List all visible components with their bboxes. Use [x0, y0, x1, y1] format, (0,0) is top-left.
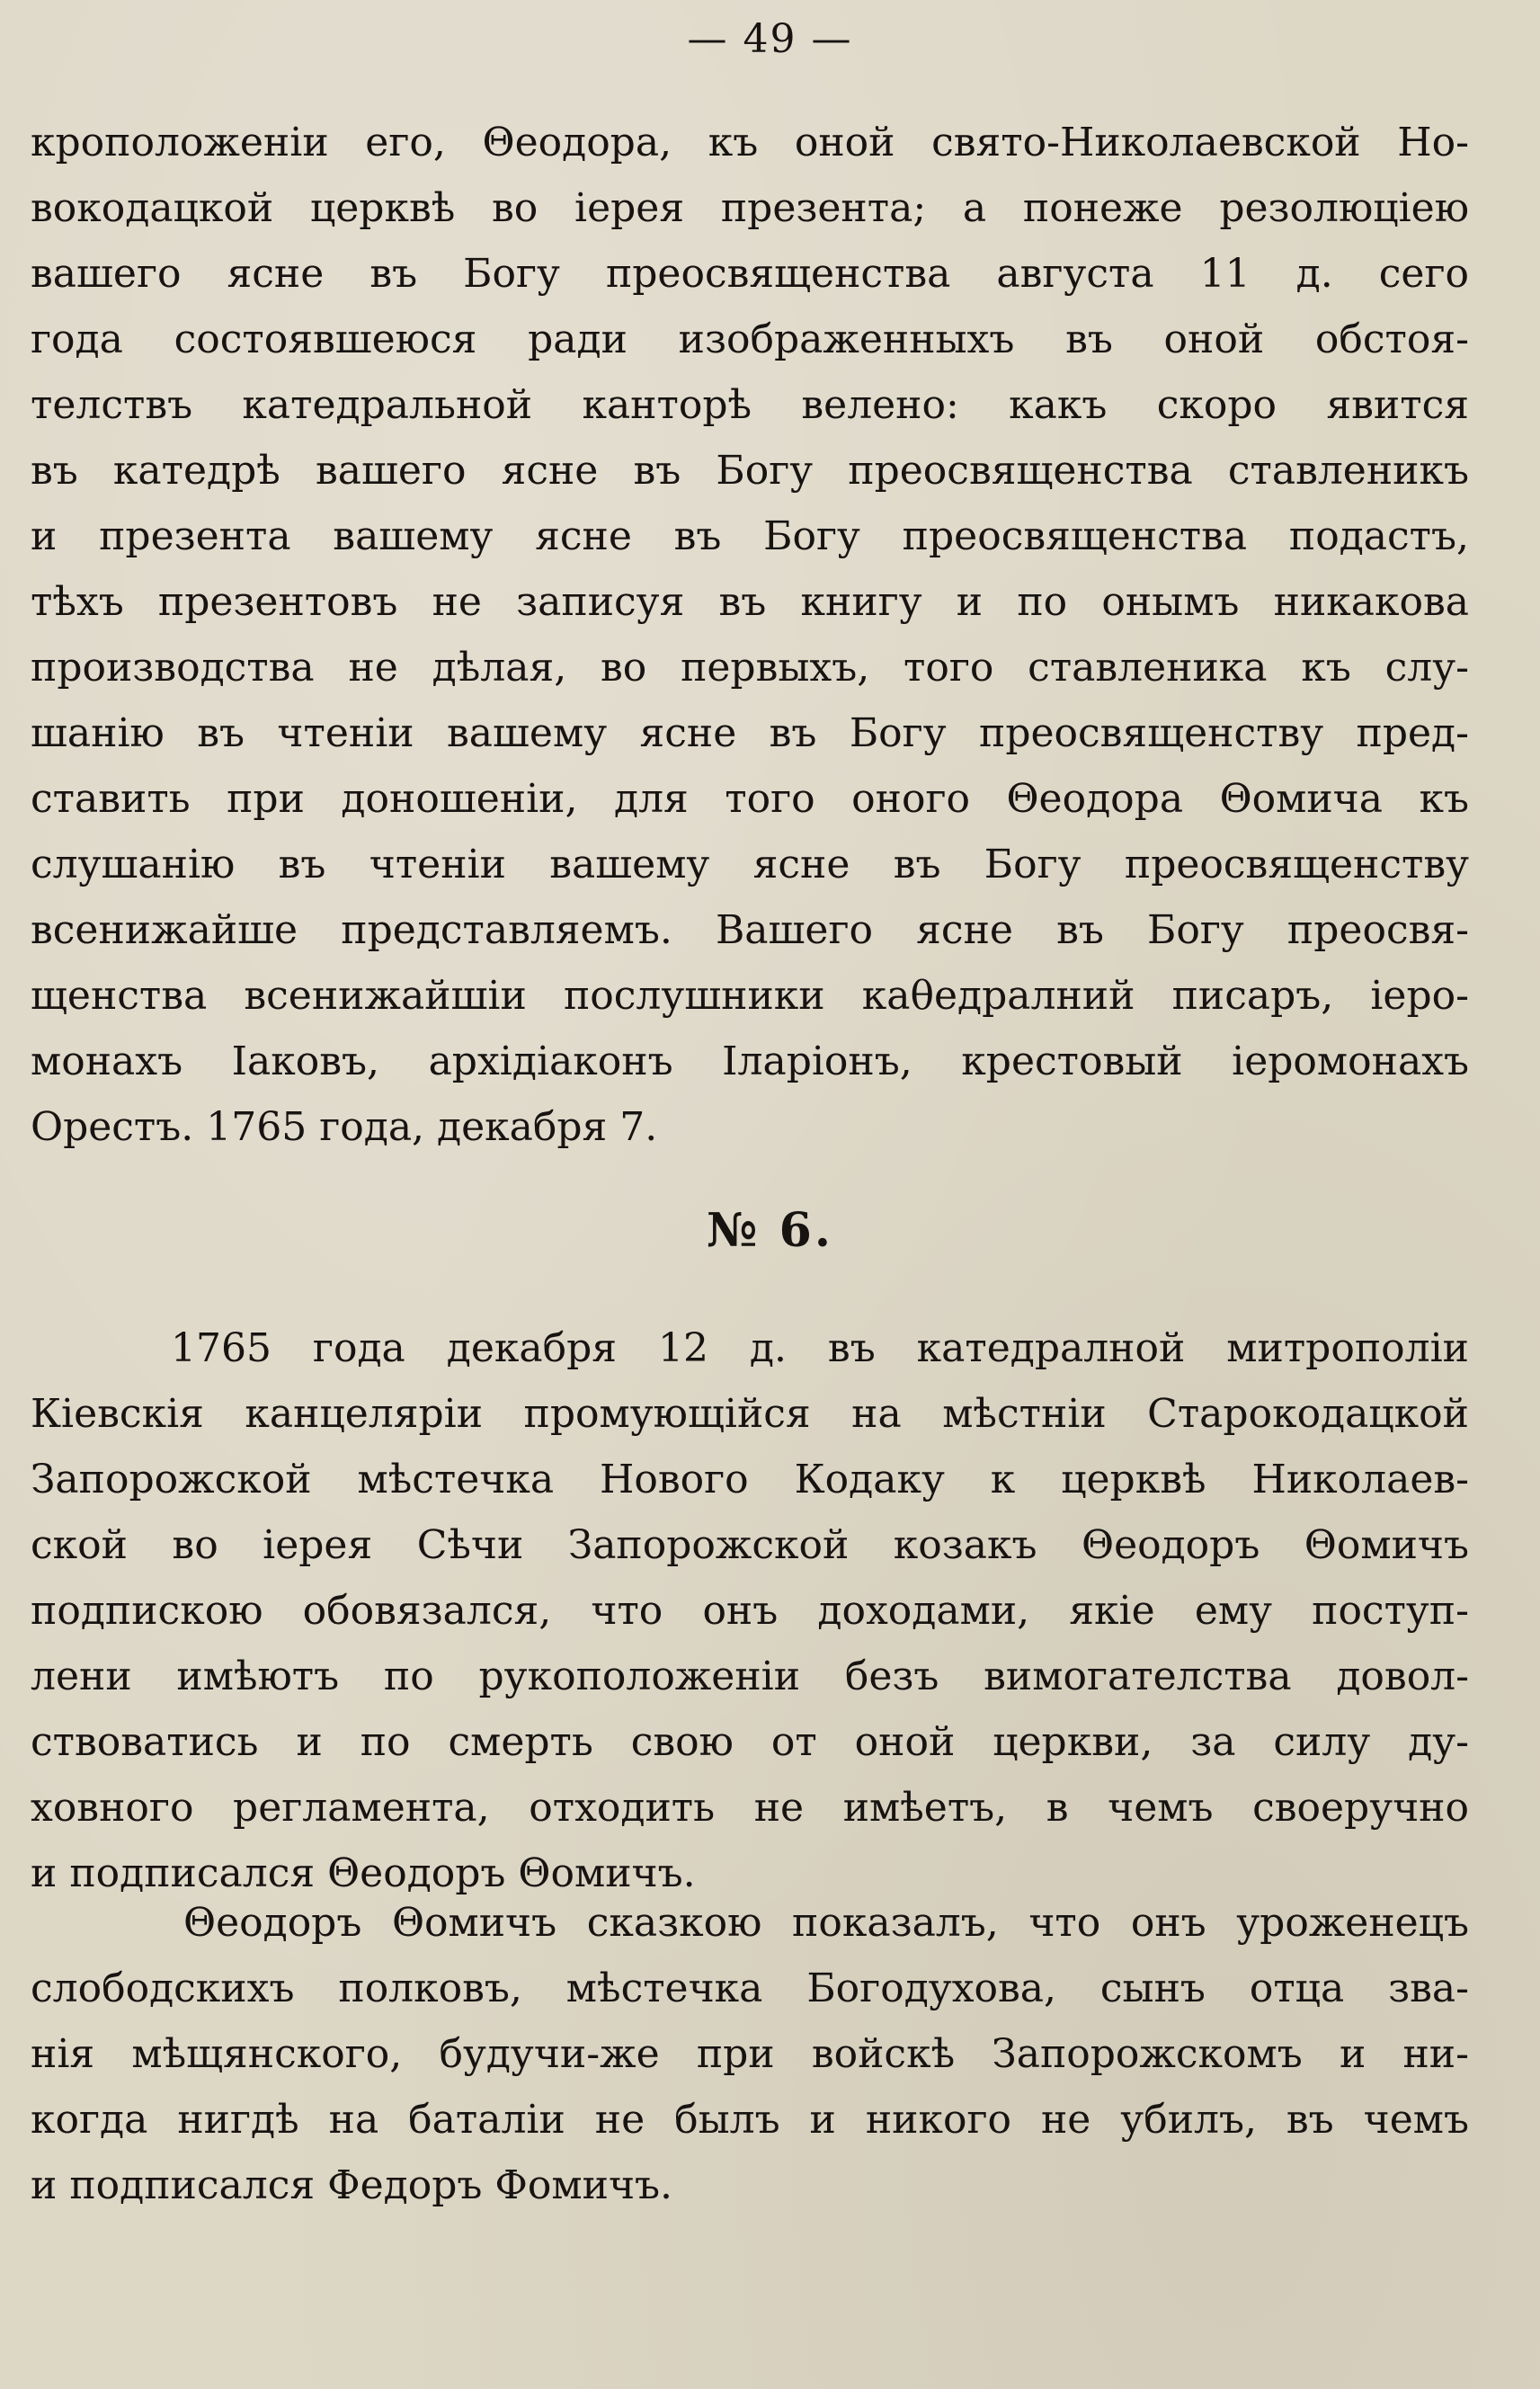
text-line: ской во іерея Сѣчи Запорожской козакъ Θеодоръ Θомичъ: [31, 1522, 1469, 1568]
text-line: когда нигдѣ на баталіи не былъ и никого не убилъ, въ чемъ: [31, 2097, 1469, 2143]
text-line: слободскихъ полковъ, мѣстечка Богодухова, сынъ отца зва-: [31, 1966, 1469, 2011]
text-line: года состоявшеюся ради изображенныхъ въ оной обстоя-: [31, 316, 1469, 362]
text-line: всенижайше представляемъ. Вашего ясне въ Богу преосвя-: [31, 907, 1469, 953]
text-line: нія мѣщянского, будучи-же при войскѣ Запорожскомъ и ни-: [31, 2031, 1469, 2077]
document-text-section-2-paragraph-1: [31, 1315, 1469, 1906]
text-line: и подписался Θеодоръ Θомичъ.: [31, 1850, 696, 1896]
text-line: вокодацкой церквѣ во іерея презента; а понеже резолюціею: [31, 185, 1469, 231]
text-line: тѣхъ презентовъ не записуя въ книгу и по онымъ никакова: [31, 579, 1469, 625]
text-line: Θеодоръ Θомичъ сказкою показалъ, что онъ уроженецъ: [183, 1900, 1469, 1946]
text-line: вашего ясне въ Богу преосвященства августа 11 д. сего: [31, 251, 1469, 297]
text-line: ствоватись и по смерть свою от оной церкви, за силу ду-: [31, 1719, 1469, 1765]
text-line: производства не дѣлая, во первыхъ, того ставленика къ слу-: [31, 645, 1469, 691]
page-number: — 49 —: [687, 16, 853, 62]
section-heading: № 6.: [707, 1203, 833, 1258]
text-line: и подписался Федоръ Фомичъ.: [31, 2162, 673, 2208]
text-line: въ катедрѣ вашего ясне въ Богу преосвященства ставленикъ: [31, 448, 1469, 494]
text-line: шанію въ чтеніи вашему ясне въ Богу преосвященству пред-: [31, 710, 1469, 756]
text-line: щенства всенижайшіи послушники каθедралний писаръ, іеро-: [31, 973, 1469, 1019]
text-line: лени имѣютъ по рукоположеніи безъ вимогателства довол-: [31, 1654, 1469, 1699]
text-line: Кіевскія канцеляріи промующійся на мѣстніи Старокодацкой: [31, 1391, 1469, 1437]
text-line: подпискою обовязался, что онъ доходами, якіе ему поступ-: [31, 1588, 1469, 1634]
text-line: Орестъ. 1765 года, декабря 7.: [31, 1104, 658, 1150]
text-line: Запорожской мѣстечка Нового Кодаку к церквѣ Николаев-: [31, 1457, 1469, 1502]
text-line: слушанію въ чтеніи вашему ясне въ Богу преосвященству: [31, 842, 1469, 887]
text-line: 1765 года декабря 12 д. въ катедралной митрополіи: [171, 1325, 1469, 1371]
text-line: кроположеніи его, Θеодора, къ оной свято-Николаевской Но-: [31, 120, 1469, 165]
text-line: ховного регламента, отходить не имѣетъ, в чемъ своеручно: [31, 1785, 1469, 1831]
text-line: монахъ Іаковъ, архідіаконъ Іларіонъ, крестовый іеромонахъ: [31, 1039, 1469, 1084]
text-line: и презента вашему ясне въ Богу преосвященства подастъ,: [31, 513, 1469, 559]
document-text-section-1: [31, 110, 1469, 1160]
document-text-section-2-paragraph-2: [31, 1890, 1469, 2218]
text-line: телствъ катедральной канторѣ велено: какъ скоро явится: [31, 382, 1469, 428]
text-line: ставить при доношеніи, для того оного Θеодора Θомича къ: [31, 776, 1469, 822]
